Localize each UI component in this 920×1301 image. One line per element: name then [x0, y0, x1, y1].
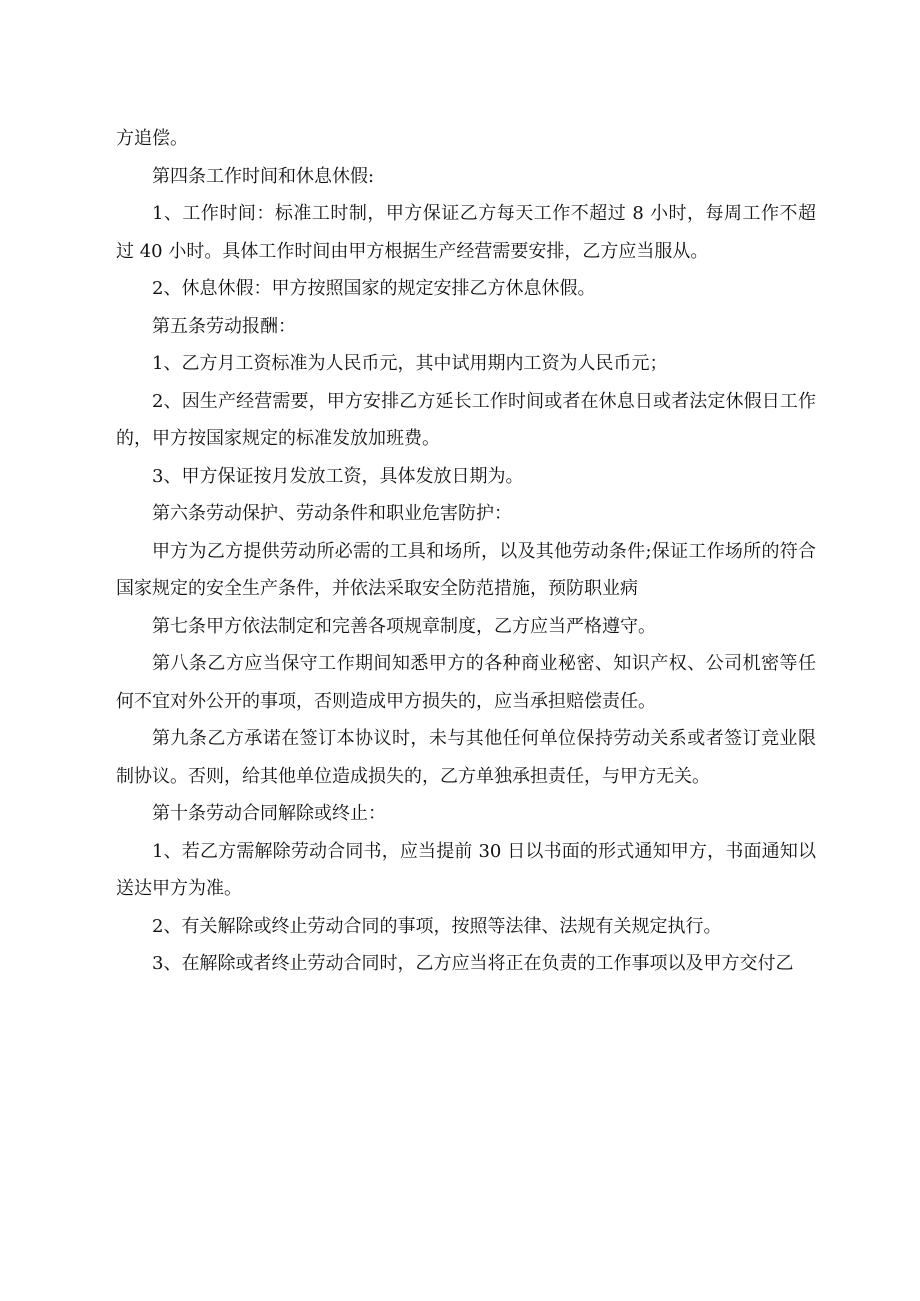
- article-6-heading: 第六条劳动保护、劳动条件和职业危害防护：: [152, 503, 512, 524]
- article-6-body: 甲方为乙方提供劳动所必需的工具和场所，以及其他劳动条件;保证工作场所的符合国家规定的安全生产条件，并依法采取安全防范措施，预防职业病: [116, 540, 816, 599]
- article-5-heading: 第五条劳动报酬：: [152, 315, 296, 337]
- article-8: 第八条乙方应当保守工作期间知悉甲方的各种商业秘密、知识产权、公司机密等任何不宜对外公开的事项，否则造成甲方损失的，应当承担赔偿责任。: [116, 653, 816, 712]
- article-10-clause-3: 3、在解除或者终止劳动合同时，乙方应当将正在负责的工作事项以及甲方交付乙: [152, 953, 794, 974]
- contract-body: [116, 120, 816, 983]
- article-4-clause-1: 1、工作时间：标准工时制，甲方保证乙方每天工作不超过 8 小时，每周工作不超过 40 小时。具体工作时间由甲方根据生产经营需要安排，乙方应当服从。: [116, 203, 816, 262]
- article-4-heading: 第四条工作时间和休息休假:: [152, 165, 375, 187]
- article-10-clause-2: 2、有关解除或终止劳动合同的事项，按照等法律、法规有关规定执行。: [152, 915, 722, 937]
- article-10-clause-1: 1、若乙方需解除劳动合同书，应当提前 30 日以书面的形式通知甲方，书面通知以送达甲方为准。: [116, 840, 816, 899]
- paragraph-continuation: 方追偿。: [116, 128, 188, 149]
- article-5-clause-2: 2、因生产经营需要，甲方安排乙方延长工作时间或者在休息日或者法定休假日工作的，甲方按国家规定的标准发放加班费。: [116, 390, 816, 449]
- article-10-heading: 第十条劳动合同解除或终止：: [152, 803, 386, 824]
- article-4-clause-2: 2、休息休假：甲方按照国家的规定安排乙方休息休假。: [152, 278, 596, 299]
- article-5-clause-1: 1、乙方月工资标准为人民币元，其中试用期内工资为人民币元；: [152, 353, 668, 374]
- article-5-clause-3: 3、甲方保证按月发放工资，具体发放日期为。: [152, 465, 524, 487]
- article-9: 第九条乙方承诺在签订本协议时，未与其他任何单位保持劳动关系或者签订竞业限制协议。否则，给其他单位造成损失的，乙方单独承担责任，与甲方无关。: [116, 728, 816, 787]
- article-7: 第七条甲方依法制定和完善各项规章制度，乙方应当严格遵守。: [152, 615, 656, 637]
